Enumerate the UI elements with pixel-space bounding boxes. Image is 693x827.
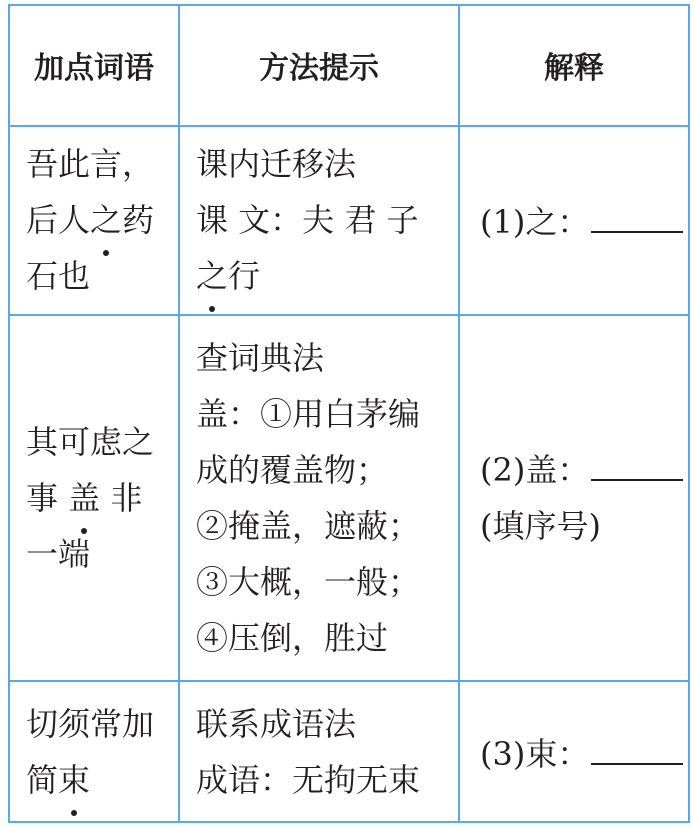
method-text: 行 xyxy=(228,257,261,296)
word-line: 其可虑之 xyxy=(26,423,155,461)
table-row xyxy=(9,315,689,681)
word-cell xyxy=(9,681,179,822)
method-title: 课内迁移法 xyxy=(196,145,357,184)
method-title: 联系成语法 xyxy=(196,704,357,743)
word-line: 石也 xyxy=(26,257,91,296)
word-cell xyxy=(9,315,179,681)
table-row xyxy=(9,126,689,315)
word-line: 吾此言， xyxy=(26,145,155,184)
method-line xyxy=(196,248,458,304)
method-line: 成的覆盖物； xyxy=(196,451,389,489)
word-text: 简 xyxy=(26,760,59,799)
word-text: 事 xyxy=(26,479,69,517)
exercise-table xyxy=(8,4,690,823)
word-text: 药 xyxy=(122,201,155,240)
method-cell xyxy=(179,681,459,822)
method-line: 课 文：夫 君 子 xyxy=(196,201,419,240)
emphasis-char: 之 xyxy=(90,192,122,248)
method-line: ③大概，一般； xyxy=(196,563,421,601)
method-title: 查词典法 xyxy=(196,339,325,377)
word-line xyxy=(26,192,178,248)
header-method: 方法提示 xyxy=(179,5,459,126)
answer-blank[interactable] xyxy=(591,733,683,765)
answer-cell[interactable] xyxy=(459,315,689,681)
answer-label: (3)束： xyxy=(480,734,590,773)
emphasis-char: 束 xyxy=(58,752,90,808)
word-text: 非 xyxy=(100,479,143,517)
word-cell xyxy=(9,126,179,315)
word-line: 切须常加 xyxy=(26,704,155,743)
answer-cell[interactable] xyxy=(459,126,689,315)
header-word: 加点词语 xyxy=(9,5,179,126)
method-line: 盖：①用白茅编 xyxy=(196,395,421,433)
method-cell xyxy=(179,126,459,315)
word-line: 一端 xyxy=(26,535,91,573)
answer-note: (填序号) xyxy=(480,507,601,545)
method-cell xyxy=(179,315,459,681)
method-line: ②掩盖，遮蔽； xyxy=(196,507,421,545)
word-line xyxy=(26,470,178,526)
method-line: 成语：无拘无束 xyxy=(196,760,421,799)
answer-label: (1)之： xyxy=(480,203,590,242)
answer-cell[interactable] xyxy=(459,681,689,822)
table-row xyxy=(9,681,689,822)
header-row xyxy=(9,5,689,126)
emphasis-char: 之 xyxy=(196,248,228,304)
word-line xyxy=(26,752,178,808)
answer-blank[interactable] xyxy=(591,449,683,481)
method-line: ④压倒，胜过 xyxy=(196,619,389,657)
answer-blank[interactable] xyxy=(591,201,683,233)
header-explanation: 解释 xyxy=(459,5,689,126)
emphasis-char: 盖 xyxy=(68,470,100,526)
answer-label: (2)盖： xyxy=(480,451,590,489)
word-text: 后人 xyxy=(26,201,91,240)
answer-line xyxy=(480,442,688,498)
